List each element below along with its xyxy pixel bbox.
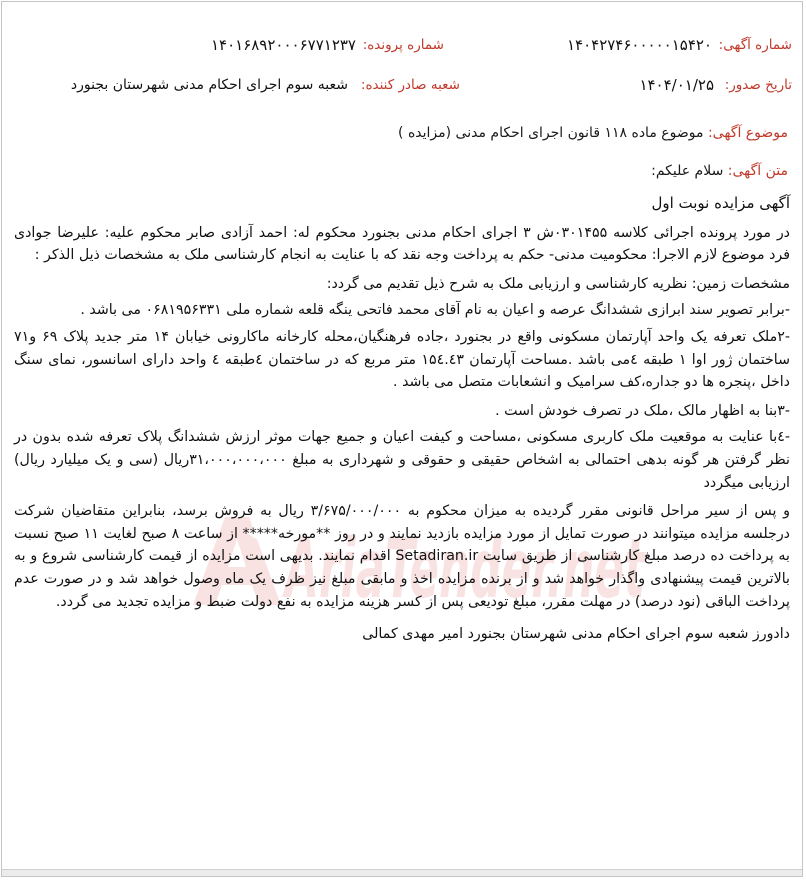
- issue-date-label: تاریخ صدور:: [724, 77, 792, 93]
- issue-date-value: ۱۴۰۴/۰۱/۲۵: [639, 76, 714, 94]
- notice-number-label: شماره آگهی:: [718, 37, 792, 53]
- subject-value: موضوع ماده ۱۱۸ قانون اجرای احکام مدنی (مزایده ): [398, 125, 704, 141]
- notice-body-intro: [651, 163, 788, 179]
- auction-terms-paragraph: و پس از سیر مراحل قانونی مقرر گردیده به میزان محکوم به ۳/۶۷۵/۰۰۰/۰۰۰ ریال به فروش برسد، بنابراین متقاضیان شرکت درجلسه مزایده میتوانند در صورت تمایل از مورد مزایده بازدید نمایند و در روز **مورخه***** از ساعت ۸ صبح لغایت ۱۱ صبح نسبت به پرداخت ده درصد مبلغ کارشناسی از طریق سایت Setadiran.ir اقدام نمایند. بدیهی است مزایده از قیمت کارشناسی شروع و به بالاترین قیمت پیشنهادی واگذار خواهد شد و از برنده مزایده اخذ و مابقی مبلغ نیز ظرف یک ماه وصول خواهد شد و در صورت عدم پرداخت الباقی (نود درصد) در مهلت مقرر، مبلغ تودیعی پس از کسر هزینه مزایده به نفع دولت ضبط و مزایده تجدید می گردد.: [14, 503, 790, 610]
- body-label: متن آگهی:: [727, 163, 788, 179]
- notice-number-value: ۱۴۰۴۲۷۴۶۰۰۰۰۰۱۵۴۲۰: [566, 36, 712, 54]
- issuer-label: شعبه صادر کننده:: [360, 77, 460, 93]
- deed-paragraph: -برابر تصویر سند ابرازی ششدانگ عرصه و اعیان به نام آقای محمد فاتحی ینگه قلعه شماره ملی ۰۶۸۱۹۵۶۳۳۱ می باشد .: [80, 302, 790, 319]
- valuation-paragraph: -٤با عنایت به موقعیت ملک کاربری مسکونی ،مساحت و کیفت اعیان و جمیع جهات موثر ارزش ششدانگ پلاک تعرفه شده بدون در نظر گرفتن هر گونه بدهی احتمالی به اشخاص حقیقی و حقوقی و شهرداری به مبلغ ۳۱،۰۰۰،۰۰۰،۰۰۰ریال (سی و یک میلیارد ریال) ارزیابی میگردد: [14, 429, 790, 491]
- case-summary-paragraph: در مورد پرونده اجرائی کلاسه ۰۳۰۱۴۵۵ش ۳ اجرای احکام مدنی بجنورد محکوم له: احمد آزادی صابر محکوم علیه: علیرضا جوادی فرد موضوع لازم الاجرا: محکومیت مدنی- حکم به پرداخت وجه نقد که با عنایت به انجام کارشناسی ملک به مشخصات ذیل الذکر :: [14, 224, 790, 264]
- land-spec-paragraph: مشخصات زمین: نظریه کارشناسی و ارزیابی ملک به شرح ذیل تقدیم می گردد:: [326, 275, 790, 292]
- property-description-paragraph: -۲ملک تعرفه یک واحد آپارتمان مسکونی واقع در بجنورد ،جاده فرهنگیان،محله کارخانه ماکارونی خیابان ۱۴ متر جدید پلاک ۶۹ و۷۱ ساختمان ژور اوا ۱ طبقه ٤می باشد .مساحت آپارتمان ۱۵٤.٤۳ متر مربع که در ساختمان ٤طبقه ٤ واحد دارای اسانسور، نمای سنگ داخل ،پنجره ها دو جداره،کف سرامیک و انشعابات متصل می باشد .: [14, 328, 790, 391]
- subject-label: موضوع آگهی:: [707, 125, 788, 141]
- notice-subject: [398, 125, 788, 141]
- case-number-label: شماره پرونده:: [362, 37, 444, 53]
- auction-title: آگهی مزایده نوبت اول: [651, 194, 790, 212]
- signature: دادورز شعبه سوم اجرای احکام مدنی شهرستان بجنورد امیر مهدی کمالی: [362, 626, 790, 643]
- greeting: سلام علیکم:: [651, 163, 724, 179]
- issuer-value: شعبه سوم اجرای احکام مدنی شهرستان بجنورد: [70, 77, 348, 93]
- case-number-value: ۱۴۰۱۶۸۹۲۰۰۰۶۷۷۱۲۳۷: [210, 36, 356, 54]
- notice-body: [14, 192, 790, 652]
- possession-paragraph: -۳بنا به اظهار مالک ،ملک در تصرف خودش است .: [495, 402, 790, 419]
